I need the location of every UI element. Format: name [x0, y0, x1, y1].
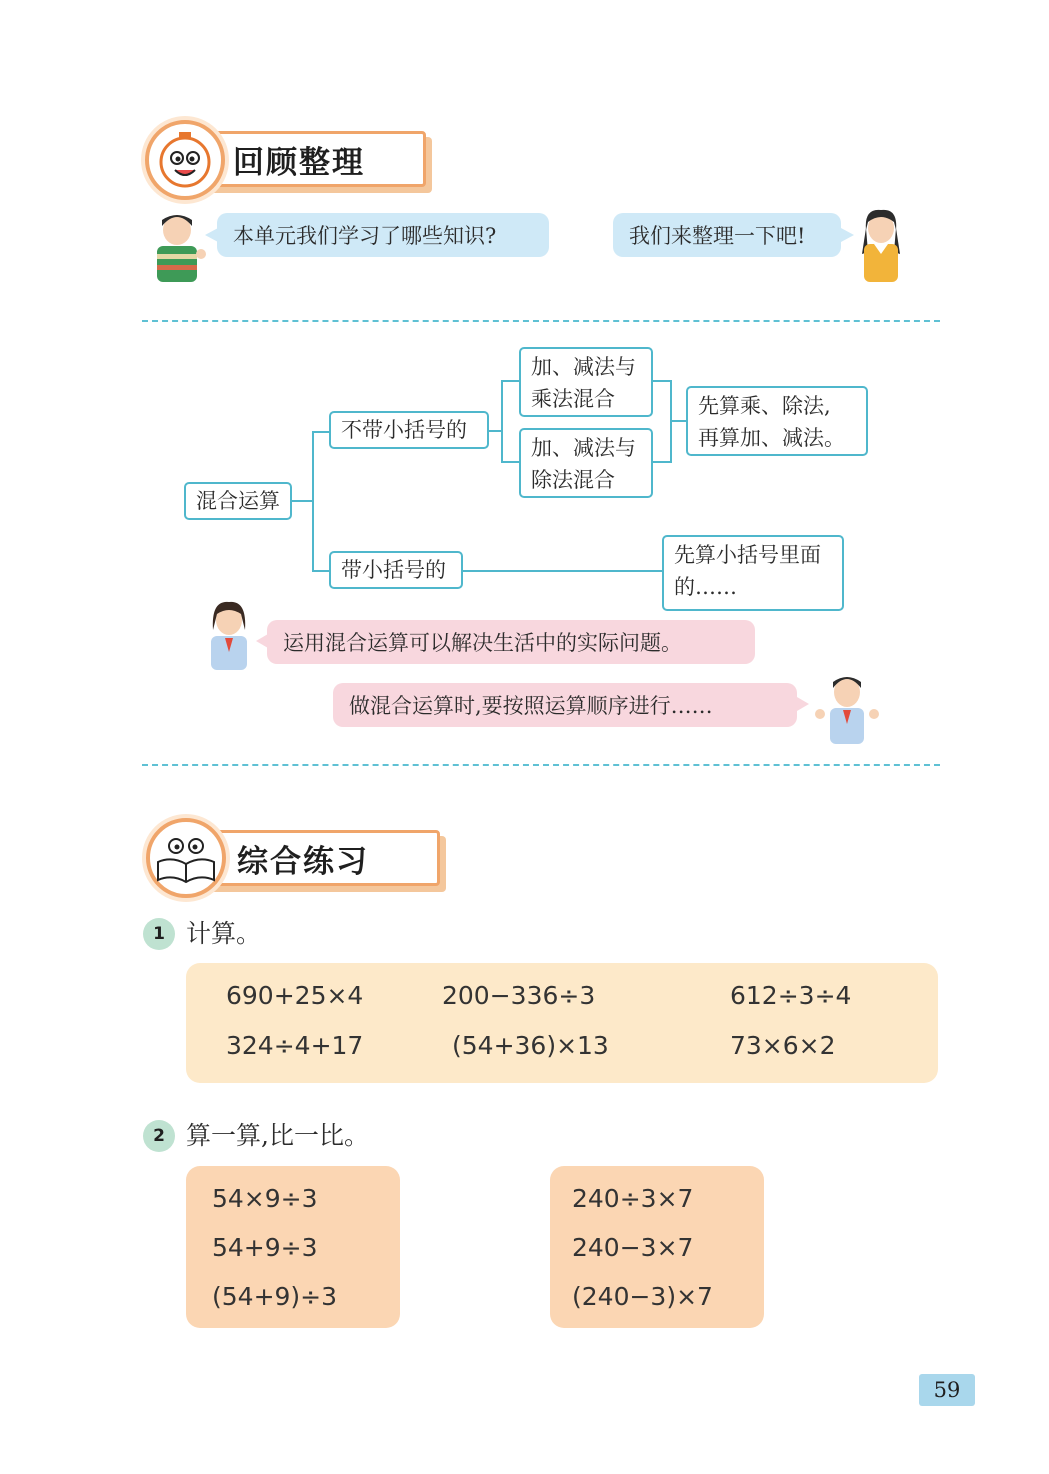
boy-illustration	[147, 210, 209, 284]
expression: 240−3×7	[572, 1233, 694, 1262]
review-title: 回顾整理	[233, 144, 365, 181]
connector	[501, 461, 520, 463]
smiley-book-icon	[146, 818, 226, 898]
expression: (240−3)×7	[572, 1282, 713, 1311]
mindmap-with-paren: 带小括号的	[329, 551, 463, 589]
mindmap-no-paren: 不带小括号的	[329, 411, 489, 449]
expression: 240÷3×7	[572, 1184, 694, 1213]
expression: 54+9÷3	[212, 1233, 318, 1262]
bubble-boy-note: 做混合运算时,要按照运算顺序进行……	[333, 683, 797, 727]
mindmap-case-mult: 加、减法与 乘法混合	[519, 347, 653, 417]
bubble-girl-note: 运用混合运算可以解决生活中的实际问题。	[267, 620, 755, 664]
expression: 324÷4+17	[226, 1031, 364, 1060]
connector	[292, 500, 312, 502]
connector	[653, 461, 671, 463]
review-title-banner	[190, 131, 426, 187]
bubble-boy-question: 本单元我们学习了哪些知识?	[217, 213, 549, 257]
connector	[670, 420, 687, 422]
bubble-girl-answer: 我们来整理一下吧!	[613, 213, 841, 257]
mindmap-case-div: 加、减法与 除法混合	[519, 428, 653, 498]
question-2-number: 2	[143, 1120, 175, 1152]
expression: 690+25×4	[226, 981, 364, 1010]
girl-illustration	[852, 208, 910, 284]
connector	[653, 380, 671, 382]
practice-title: 综合练习	[237, 843, 369, 880]
bubble-tail	[205, 228, 218, 242]
connector	[312, 570, 330, 572]
page-number: 59	[919, 1374, 975, 1406]
question-2-text: 算一算,比一比。	[186, 1121, 369, 1150]
smiley-clock-icon	[145, 120, 225, 200]
expression: 200−336÷3	[442, 981, 596, 1010]
connector	[501, 380, 520, 382]
expression: 54×9÷3	[212, 1184, 318, 1213]
divider-top	[142, 320, 940, 322]
question-1-number: 1	[143, 918, 175, 950]
connector	[312, 431, 330, 433]
expression: (54+9)÷3	[212, 1282, 338, 1311]
question-1-text: 计算。	[186, 919, 262, 948]
expression: 612÷3÷4	[730, 981, 852, 1010]
connector	[489, 430, 501, 432]
bubble-tail	[797, 697, 809, 711]
mindmap-rule-order: 先算乘、除法, 再算加、减法。	[686, 386, 868, 456]
connector	[463, 570, 663, 572]
expression: (54+36)×13	[452, 1031, 609, 1060]
divider-bottom	[142, 764, 940, 766]
mindmap-root: 混合运算	[184, 482, 292, 520]
practice-title-banner	[194, 830, 440, 886]
connector	[312, 431, 314, 571]
connector	[501, 380, 503, 462]
girl-illustration	[201, 600, 257, 670]
bubble-tail	[256, 634, 268, 648]
expression: 73×6×2	[730, 1031, 836, 1060]
mindmap-rule-paren: 先算小括号里面 的……	[662, 535, 844, 611]
boy-illustration	[812, 672, 882, 746]
